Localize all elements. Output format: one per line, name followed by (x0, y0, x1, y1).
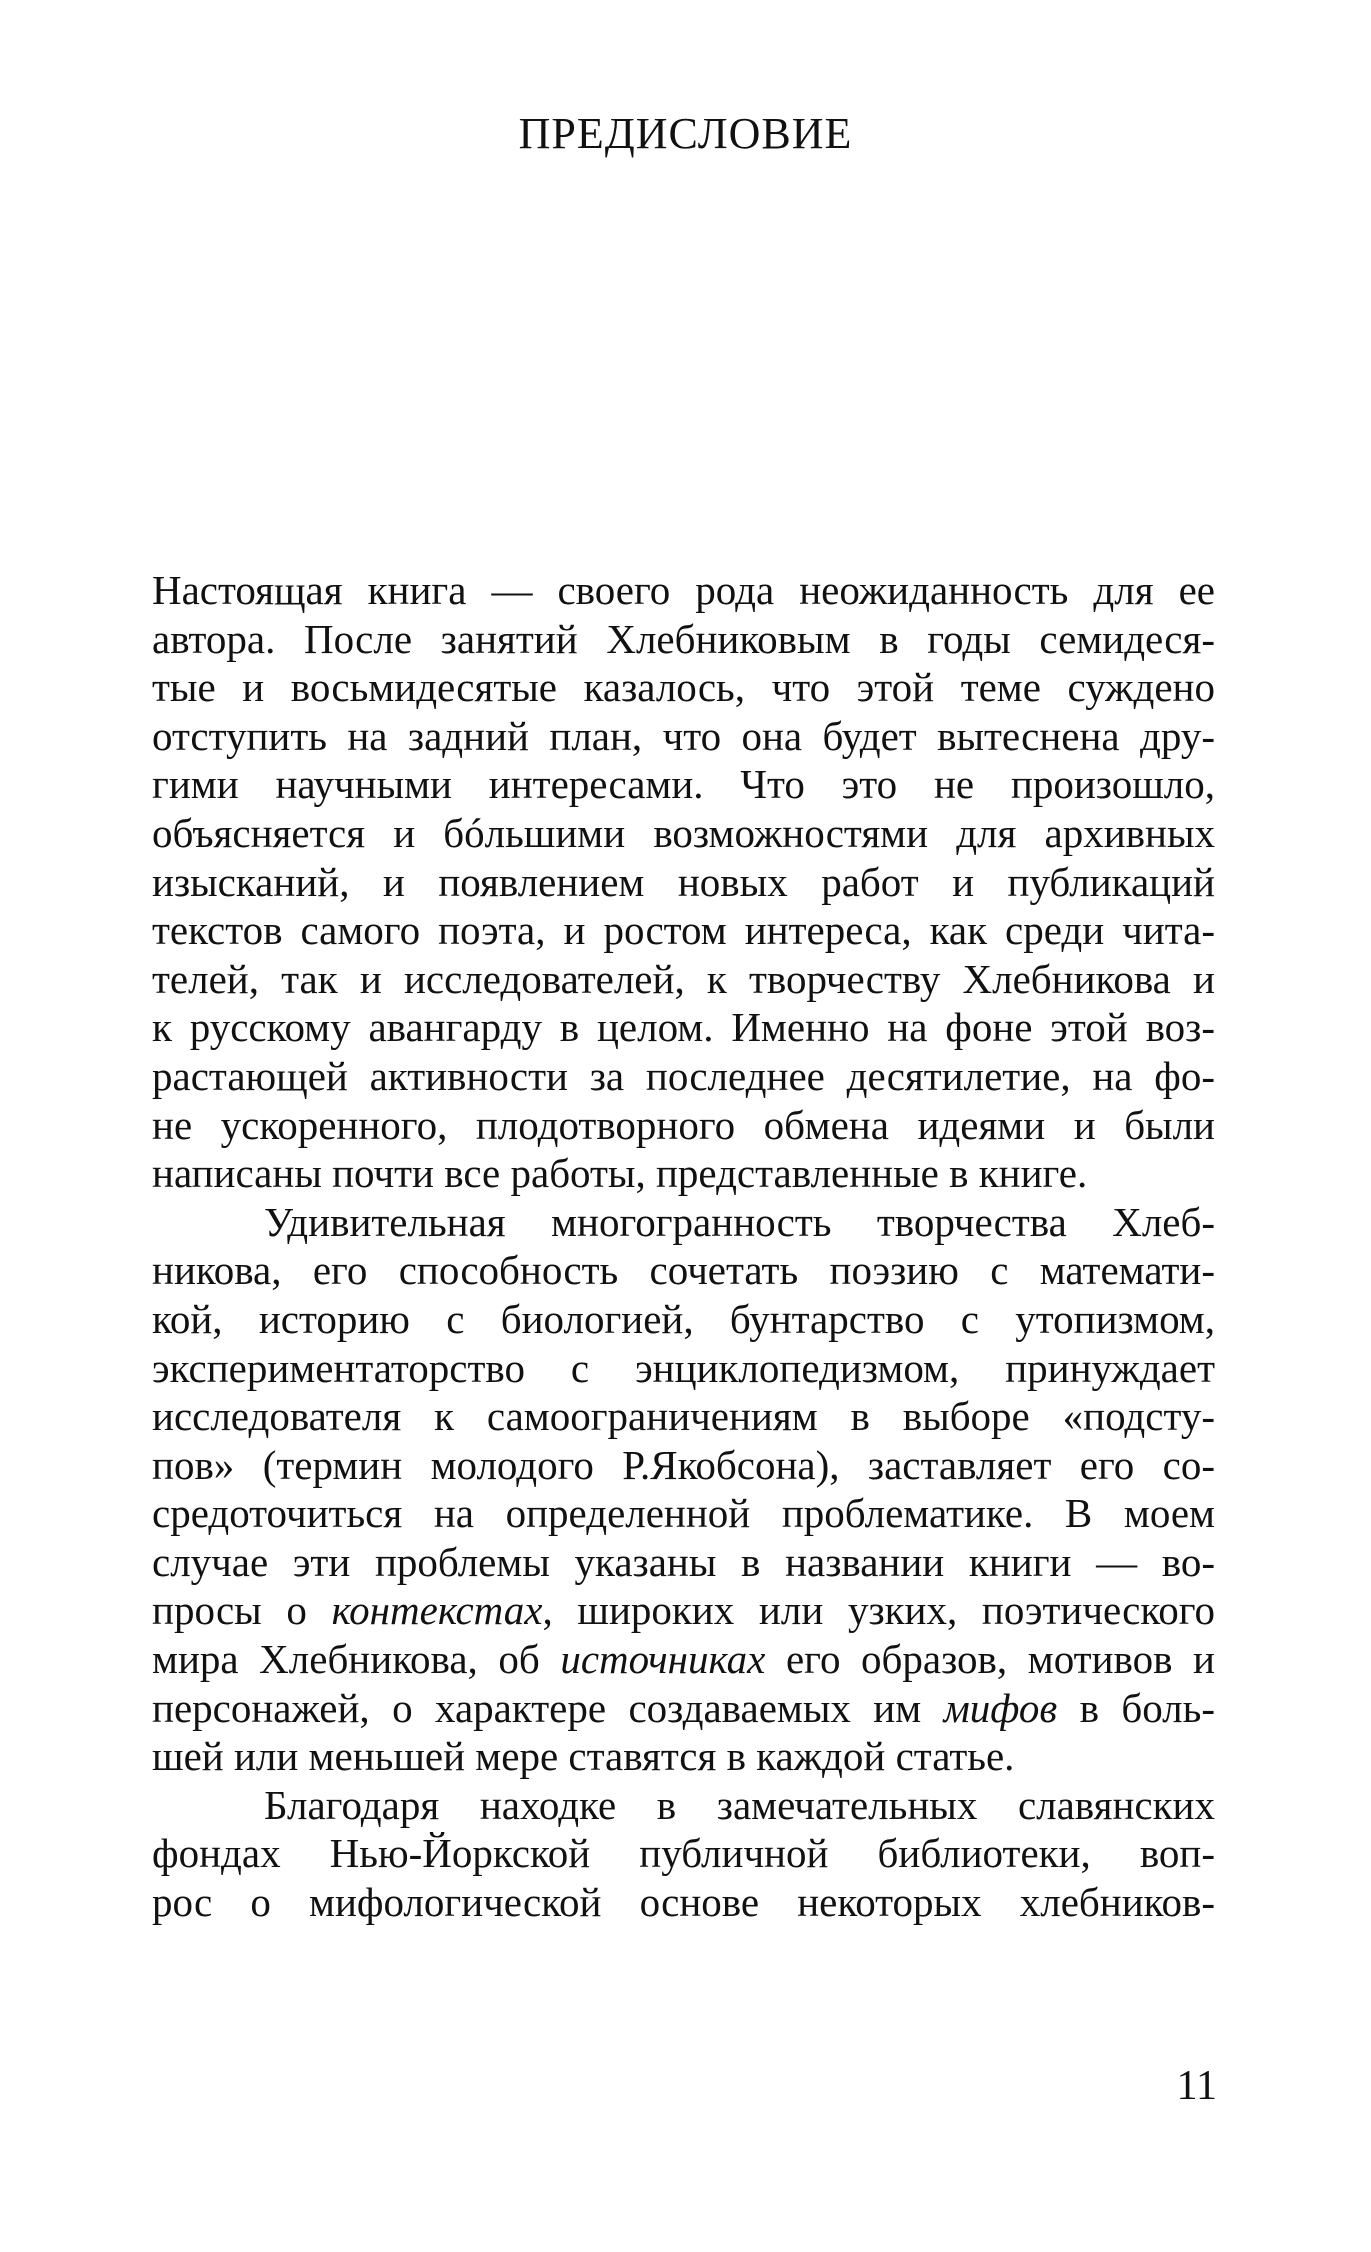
text-line (152, 1684, 1215, 1733)
text-line: не ускоренного, плодотворного обмена идеями и были (152, 1101, 1215, 1148)
paragraph-2 (152, 1198, 1215, 1781)
text-segment: персонажей, о характере создаваемых им (152, 1684, 944, 1731)
page-number: 11 (1176, 2063, 1217, 2109)
text-line: изысканий, и появлением новых работ и публикаций (152, 858, 1215, 905)
italic-term: источниках (560, 1636, 766, 1683)
text-line: фондах Нью-Йоркской публичной библиотеки, воп- (152, 1830, 1215, 1877)
text-line: Благодаря находке в замечательных славянских (264, 1781, 1215, 1828)
text-line: тые и восьмидесятые казалось, что этой теме суждено (152, 664, 1215, 711)
text-line: отступить на задний план, что она будет вытеснена дру- (152, 712, 1215, 759)
text-segment: просы о (152, 1587, 332, 1634)
text-line: случае эти проблемы указаны в названии книги — во- (152, 1538, 1215, 1585)
paragraph-3 (152, 1781, 1215, 1927)
text-line: телей, так и исследователей, к творчеству Хлебникова и (152, 955, 1215, 1002)
italic-term: контекстах (331, 1587, 543, 1634)
text-line: Удивительная многогранность творчества Хлеб- (264, 1198, 1215, 1245)
text-line: автора. После занятий Хлебниковым в годы семидеся- (152, 615, 1215, 662)
text-segment: , широких или узких, поэтического (542, 1587, 1215, 1634)
text-line: экспериментаторство с энциклопедизмом, принуждает (152, 1344, 1215, 1391)
text-line: Настоящая книга — своего рода неожиданность для ее (152, 567, 1215, 613)
text-line: средоточиться на определенной проблематике. В моем (152, 1490, 1215, 1537)
text-segment: в боль- (1057, 1684, 1215, 1731)
text-line: кой, историю с биологией, бунтарство с утопизмом, (152, 1295, 1215, 1342)
text-line: рос о мифологической основе некоторых хлебников- (152, 1879, 1215, 1926)
text-segment: его образов, мотивов и (765, 1636, 1216, 1683)
paragraph-1 (152, 566, 1215, 1198)
text-line: исследователя к самоограничениям в выборе «подсту- (152, 1393, 1215, 1440)
chapter-heading: ПРЕДИСЛОВИЕ (518, 109, 853, 158)
text-line: шей или меньшей мере ставятся в каждой статье. (152, 1733, 1015, 1780)
text-line: гими научными интересами. Что это не произошло, (152, 761, 1215, 808)
body-text (152, 566, 1215, 1927)
text-line (152, 1586, 1215, 1635)
text-line (152, 1635, 1215, 1684)
text-line: написаны почти все работы, представленные в книге. (152, 1150, 1088, 1197)
text-line: объясняется и бóльшими возможностями для архивных (152, 809, 1215, 856)
text-line: растающей активности за последнее десятилетие, на фо- (152, 1052, 1215, 1099)
text-line: никова, его способность сочетать поэзию с математи- (152, 1247, 1215, 1294)
text-line: пов» (термин молодого Р.Якобсона), заставляет его со- (152, 1441, 1215, 1488)
text-line: текстов самого поэта, и ростом интереса, как среди чита- (152, 907, 1215, 954)
text-segment: мира Хлебникова, об (152, 1636, 561, 1683)
italic-term: мифов (943, 1684, 1058, 1731)
text-line: к русскому авангарду в целом. Именно на фоне этой воз- (152, 1004, 1215, 1051)
